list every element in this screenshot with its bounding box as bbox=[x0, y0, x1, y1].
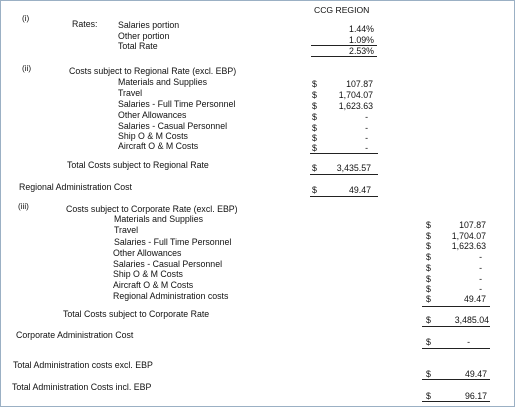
cost-row-value: - bbox=[365, 143, 368, 153]
regional-total-label: Total Costs subject to Regional Rate bbox=[67, 160, 209, 170]
corporate-admin-value: - bbox=[467, 337, 470, 347]
currency-sign: $ bbox=[426, 284, 431, 294]
cost-row-label: Materials and Supplies bbox=[118, 77, 207, 87]
rule bbox=[310, 174, 378, 175]
section-i-label: (i) bbox=[22, 14, 30, 23]
regional-admin-label: Regional Administration Cost bbox=[19, 182, 132, 192]
corp-cost-row-value: - bbox=[479, 252, 482, 262]
section-iii-label: (iii) bbox=[18, 202, 29, 211]
total-excl-value: 49.47 bbox=[464, 369, 487, 379]
currency-sign: $ bbox=[426, 220, 431, 230]
section-iii-title: Costs subject to Corporate Rate (excl. EBP) bbox=[66, 204, 238, 214]
cost-row-value: 107.87 bbox=[346, 79, 373, 89]
cost-row-value: - bbox=[365, 133, 368, 143]
section-ii-title: Costs subject to Regional Rate (excl. EBP) bbox=[69, 66, 237, 76]
cost-row-label: Ship O & M Costs bbox=[118, 131, 188, 141]
currency-sign: $ bbox=[312, 123, 317, 133]
total-incl-label: Total Administration Costs incl. EBP bbox=[12, 382, 152, 392]
rule bbox=[422, 379, 490, 380]
corp-cost-row-label: Regional Administration costs bbox=[113, 291, 229, 301]
corp-cost-row-value: - bbox=[479, 284, 482, 294]
section-i-title: Rates: bbox=[72, 19, 98, 29]
total-incl-value: 96.17 bbox=[464, 391, 487, 401]
corp-cost-row-value: - bbox=[479, 274, 482, 284]
cost-row-label: Salaries - Full Time Personnel bbox=[118, 99, 236, 109]
currency-sign: $ bbox=[426, 274, 431, 284]
rule bbox=[310, 196, 378, 197]
rule bbox=[422, 326, 490, 327]
corp-cost-row-label: Salaries - Casual Personnel bbox=[113, 259, 223, 269]
rule bbox=[311, 56, 377, 57]
currency-sign: $ bbox=[426, 241, 431, 251]
currency-sign: $ bbox=[312, 112, 317, 122]
corp-cost-row-label: Salaries - Full Time Personnel bbox=[114, 237, 232, 247]
currency-sign: $ bbox=[312, 79, 317, 89]
rate-row-value: 1.09% bbox=[349, 35, 374, 45]
cost-row-value: - bbox=[365, 123, 368, 133]
cost-row-label: Aircraft O & M Costs bbox=[118, 141, 199, 151]
corp-cost-row-label: Ship O & M Costs bbox=[113, 269, 183, 279]
currency-sign: $ bbox=[426, 231, 431, 241]
corp-cost-row-value: - bbox=[479, 263, 482, 273]
corporate-total-label: Total Costs subject to Corporate Rate bbox=[63, 309, 210, 319]
rate-row-value: 1.44% bbox=[349, 24, 374, 34]
currency-sign: $ bbox=[426, 315, 431, 325]
column-header: CCG REGION bbox=[314, 5, 370, 15]
currency-sign: $ bbox=[312, 90, 317, 100]
corporate-total-value: 3,485.04 bbox=[454, 315, 489, 325]
rate-total-value: 2.53% bbox=[349, 46, 374, 56]
currency-sign: $ bbox=[312, 185, 317, 195]
corp-cost-row-label: Travel bbox=[114, 225, 139, 235]
regional-admin-value: 49.47 bbox=[348, 185, 371, 195]
regional-total-value: 3,435.57 bbox=[336, 163, 371, 173]
currency-sign: $ bbox=[426, 294, 431, 304]
cost-row-label: Travel bbox=[118, 88, 143, 98]
corporate-admin-label: Corporate Administration Cost bbox=[16, 330, 134, 340]
cost-row-value: 1,704.07 bbox=[338, 90, 373, 100]
currency-sign: $ bbox=[426, 391, 431, 401]
corp-cost-row-value: 1,704.07 bbox=[451, 231, 486, 241]
rule bbox=[422, 306, 490, 307]
currency-sign: $ bbox=[426, 337, 431, 347]
corp-cost-row-label: Materials and Supplies bbox=[114, 214, 203, 224]
rate-row-label: Salaries portion bbox=[118, 20, 180, 30]
cost-row-label: Other Allowances bbox=[118, 110, 187, 120]
corp-cost-row-value: 107.87 bbox=[459, 220, 486, 230]
corp-cost-row-label: Other Allowances bbox=[113, 248, 182, 258]
corp-cost-row-value: 1,623.63 bbox=[451, 241, 486, 251]
currency-sign: $ bbox=[312, 163, 317, 173]
currency-sign: $ bbox=[312, 101, 317, 111]
cost-row-value: 1,623.63 bbox=[338, 101, 373, 111]
total-excl-label: Total Administration costs excl. EBP bbox=[13, 360, 153, 370]
corp-cost-row-label: Aircraft O & M Costs bbox=[113, 280, 194, 290]
cost-row-label: Salaries - Casual Personnel bbox=[118, 121, 228, 131]
rule bbox=[310, 153, 378, 154]
rate-total-label: Total Rate bbox=[118, 41, 158, 51]
currency-sign: $ bbox=[426, 252, 431, 262]
corp-cost-row-value: 49.47 bbox=[463, 294, 486, 304]
currency-sign: $ bbox=[426, 369, 431, 379]
currency-sign: $ bbox=[426, 263, 431, 273]
cost-row-value: - bbox=[365, 112, 368, 122]
rate-row-label: Other portion bbox=[118, 31, 170, 41]
currency-sign: $ bbox=[312, 133, 317, 143]
rule bbox=[422, 348, 490, 349]
section-ii-label: (ii) bbox=[22, 64, 32, 73]
rule bbox=[422, 401, 490, 402]
currency-sign: $ bbox=[312, 143, 317, 153]
